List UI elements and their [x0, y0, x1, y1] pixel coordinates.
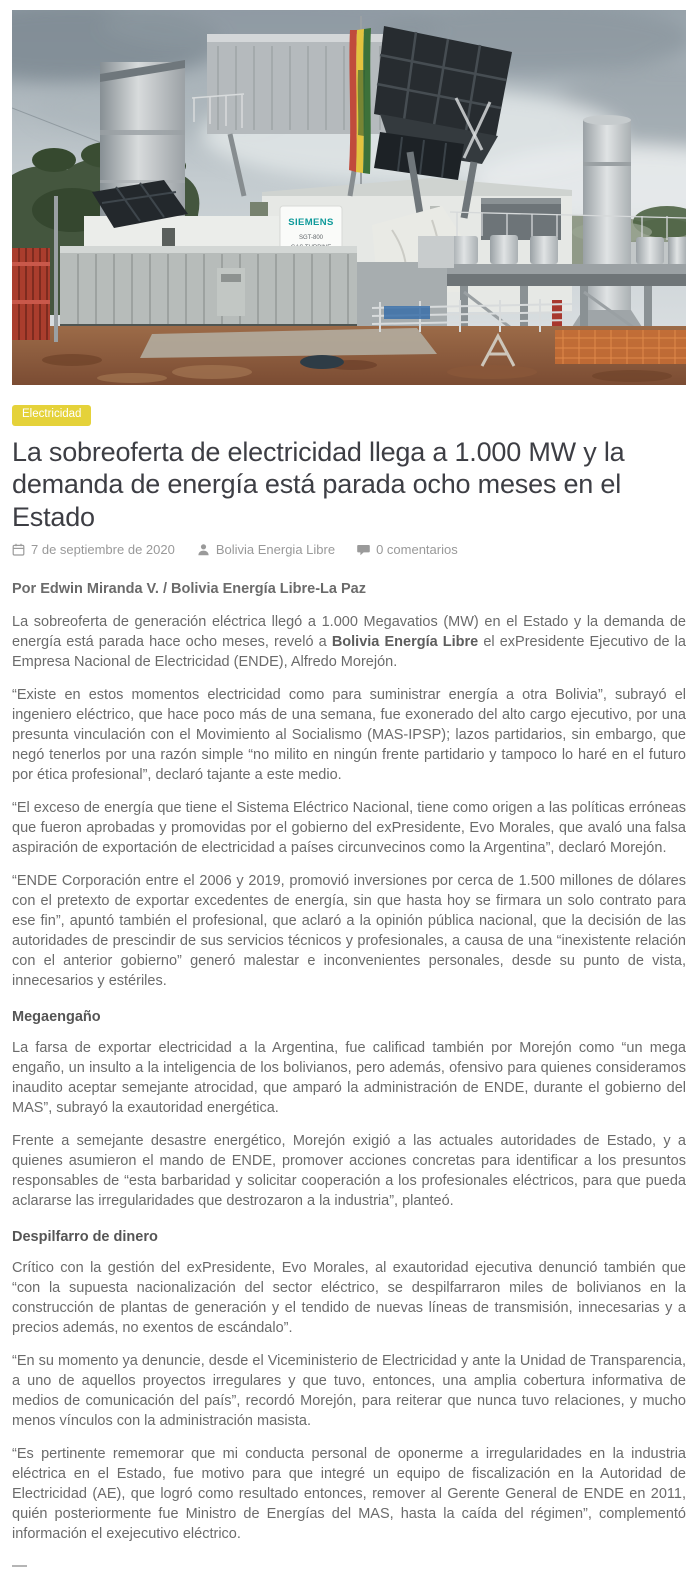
- paragraph-3: “El exceso de energía que tiene el Sistema Eléctrico Nacional, tiene como origen a las políticas erróneas que fueron aprobadas y promovidas por el gobierno del exPresidente, Evo Morales, que avaló una falsa aspiración de exportación de electricidad a países circunvecinos como la Argentina”, declaró Morejón.: [12, 800, 686, 857]
- post-meta: [12, 542, 686, 557]
- tag-row: [12, 404, 686, 426]
- paragraph-5: La farsa de exportar electricidad a la Argentina, fue calificad también por Morejón como “un mega engaño, un insulto a la inteligencia de los bolivianos, pero además, ofensivo para quienes consideramos inaudito aceptar semejante atrocidad, que amparó la administración de ENDE, durante el gobierno del MAS”, subrayó la exautoridad energética.: [12, 1040, 686, 1117]
- comment-icon: [357, 543, 370, 556]
- paragraph-1: [12, 612, 686, 672]
- byline: Por Edwin Miranda V. / Bolivia Energía Libre-La Paz: [12, 581, 366, 598]
- section-heading-despilfarro: Despilfarro de dinero: [12, 1229, 158, 1246]
- post-date: [12, 542, 175, 557]
- calendar-icon: [12, 543, 25, 556]
- power-plant-photo: [12, 10, 686, 385]
- article-body: [12, 579, 686, 1574]
- hero-image: [12, 10, 686, 385]
- paragraph-4: “ENDE Corporación entre el 2006 y 2019, promovió inversiones por cerca de 1.500 millones de dólares con el pretexto de exportar excedentes de energía, sin que hasta hoy se firmara un solo contrato para ese fin”, apuntó también el profesional, que aclaró a la opinión pública nacional, que la decisión de las autoridades de prescindir de sus servicios técnicos y profesionales, a causa de una “inexistente relación con el anterior gobierno” generó malestar e inconvenientes personales, desde su punto de vista, innecesarios y estériles.: [12, 873, 686, 990]
- siemens-brand-text: SIEMENS: [288, 217, 334, 228]
- category-tag[interactable]: Electricidad: [12, 405, 91, 426]
- orange-mesh-fence: [555, 330, 686, 364]
- section-heading-megaengano: Megaengaño: [12, 1009, 101, 1026]
- paragraph-1-text-after: el exPresidente Ejecutivo de la Empresa Nacional de Electricidad (ENDE), Alfredo Morejón.: [12, 634, 686, 671]
- post-comments[interactable]: [357, 542, 458, 557]
- end-dash: —: [12, 1557, 27, 1575]
- paragraph-2: “Existe en estos momentos electricidad como para suministrar energía a otra Bolivia”, subrayó el ingeniero eléctrico, que hace poco más de una semana, fue exonerado del alto cargo ejecutivo, por una presunta vinculación con el Movimiento al Socialismo (MAS-IPSP); lazos partidarios, sin embargo, que negó tenerlos por una razón simple “no milito en ningún frente partidario y tampoco lo haré en el futuro por ética profesional”, declaró tajante a este medio.: [12, 687, 686, 784]
- paragraph-7: Crítico con la gestión del exPresidente, Evo Morales, al exautoridad ejecutiva denunció también que “con la supuesta nacionalización del sector eléctrico, se despilfarraron miles de bolivianos en la construcción de plantas de generación y el tendido de nuevas líneas de transmisión, innecesarias y a precios además, no exentos de escándalo”.: [12, 1260, 686, 1337]
- post-comments-label: 0 comentarios: [376, 542, 458, 558]
- user-icon: [197, 543, 210, 556]
- page-title: La sobreoferta de electricidad llega a 1.000 MW y la demanda de energía está parada ocho meses en el Estado: [12, 436, 625, 533]
- paragraph-1-bold: Bolivia Energía Libre: [331, 634, 479, 651]
- siemens-model-text: SGT-800: [298, 235, 324, 241]
- post-author-label: Bolivia Energia Libre: [215, 542, 336, 558]
- post-author[interactable]: [197, 542, 335, 557]
- post-date-label: 7 de septiembre de 2020: [31, 542, 175, 558]
- paragraph-8: “En su momento ya denuncie, desde el Viceministerio de Electricidad y ante la Unidad de Transparencia, a uno de aquellos proyectos irregulares y que tuvo, entonces, una amplia cobertura informativa de medios de comunicación del país”, recordó Morejón, para reiterar que nunca tuvo relaciones, y mucho menos vínculos con la administración masista.: [12, 1353, 686, 1430]
- paragraph-9: “Es pertinente rememorar que mi conducta personal de oponerme a irregularidades en la industria eléctrica en el Estado, fue motivo para que integré un equipo de fiscalización en la Autoridad de Electricidad (AE), que logró como resultado entonces, remover al Gerente General de ENDE en 2011, quién posteriormente fue Ministro de Energías del MAS, hasta la caída del régimen”, complementó información el exejecutivo eléctrico.: [12, 1446, 686, 1543]
- paragraph-1-text: La sobreoferta de generación eléctrica llegó a 1.000 Megavatios (MW) en el Estado y la demanda de energía está parada hace ocho meses, reveló a: [12, 614, 686, 651]
- ground-pipe: [300, 355, 344, 369]
- bolivia-flag: [349, 16, 371, 184]
- paragraph-6: Frente a semejante desastre energético, Morejón exigió a las actuales autoridades de Estado, y a quienes asumieron el mando de ENDE, promover acciones concretas para identificar a los presuntos responsables de “esta barbaridad y solicitar cooperación a los profesionales eléctricos, para que pueda aclararse las irregularidades que destrozaron a la industria”, planteó.: [12, 1133, 686, 1210]
